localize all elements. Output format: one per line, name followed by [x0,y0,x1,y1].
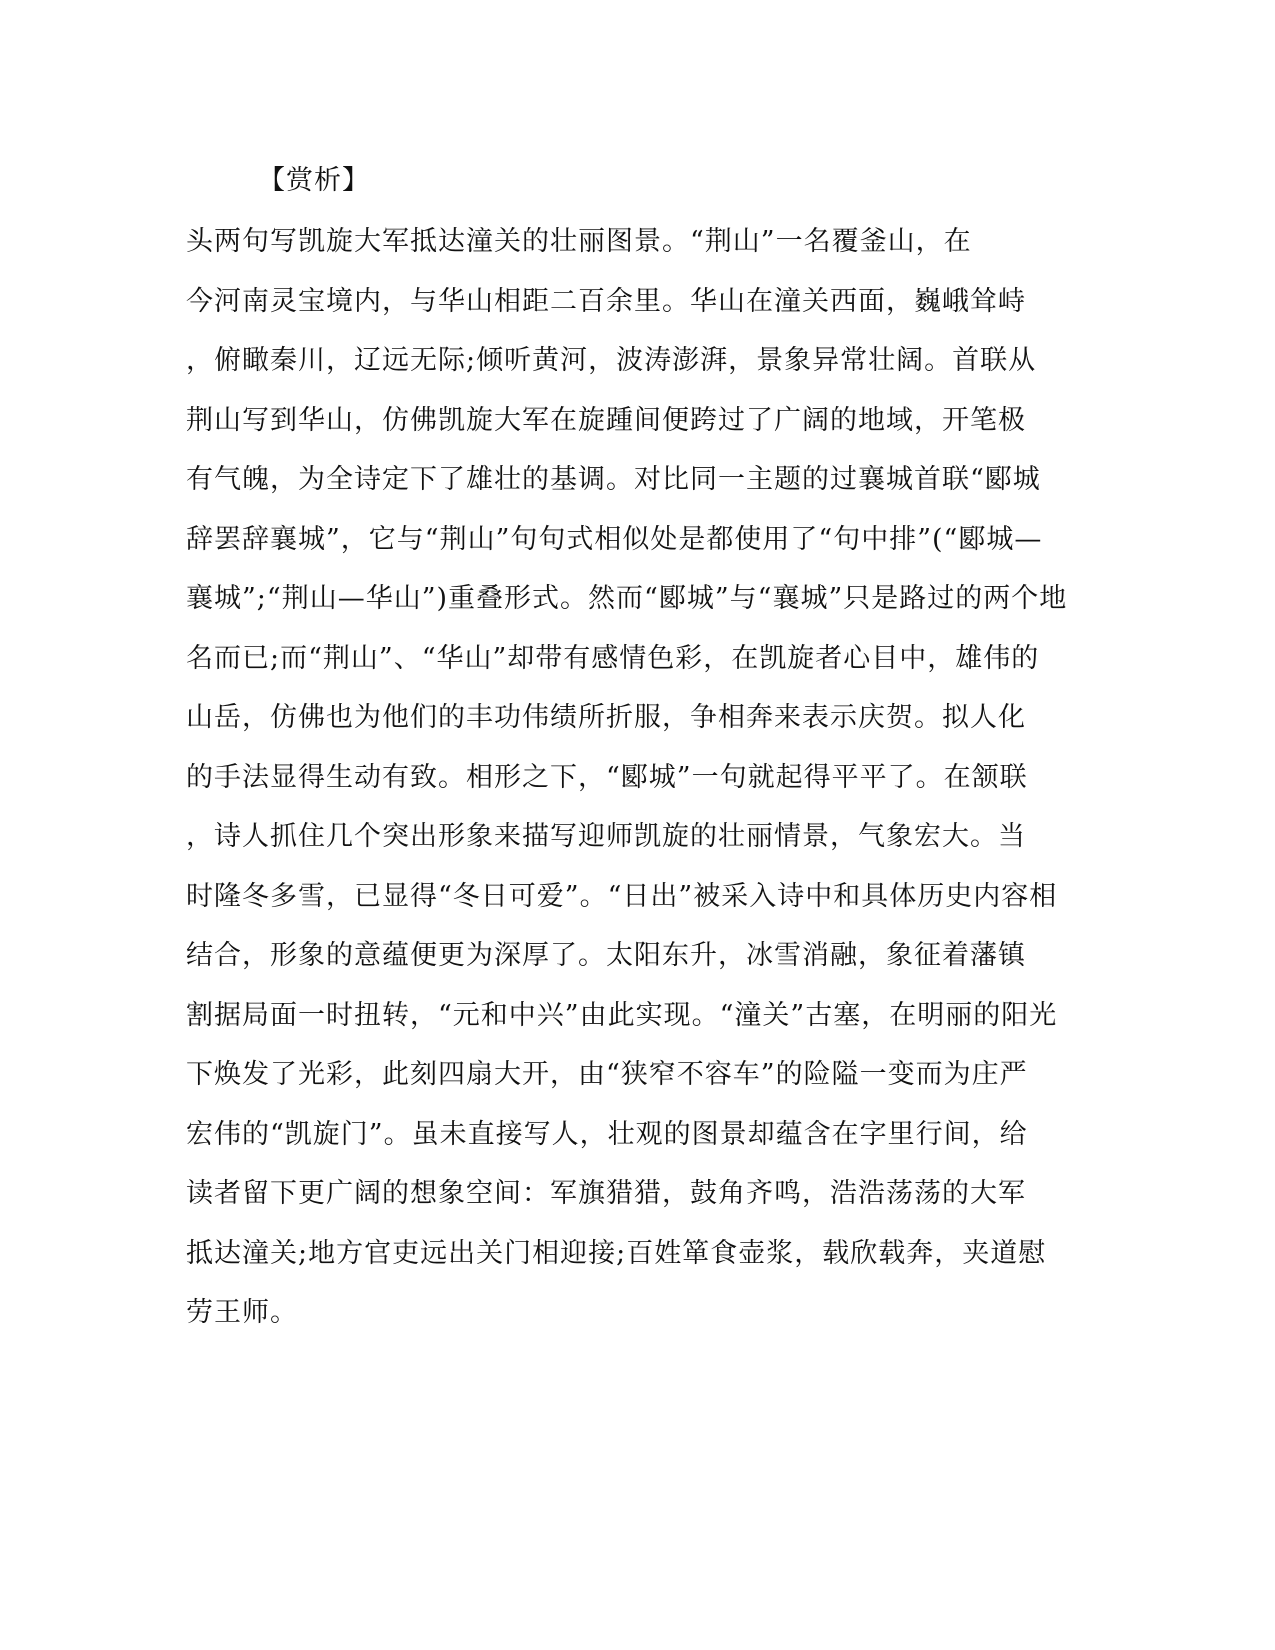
paragraph-line: 时隆冬多雪，已显得“冬日可爱”。“日出”被采入诗中和具体历史内容相 [186,880,1058,912]
paragraph-line: 有气魄，为全诗定下了雄壮的基调。对比同一主题的过襄城首联“郾城 [186,464,1041,495]
paragraph-line: 劳王师。 [186,1297,298,1328]
analysis-paragraph [186,222,1066,1353]
paragraph-line: 宏伟的“凯旋门”。虽未直接写人，壮观的图景却蕴含在字里行间，给 [186,1118,1028,1150]
paragraph-line: 下焕发了光彩，此刻四扇大开，由“狭窄不容车”的险隘一变而为庄严 [186,1059,1028,1090]
paragraph-line: 割据局面一时扭转，“元和中兴”由此实现。“潼关”古塞，在明丽的阳光 [186,999,1058,1031]
paragraph-line: 的手法显得生动有致。相形之下，“郾城”一句就起得平平了。在颔联 [186,761,1028,793]
section-heading: 【赏析】 [258,165,370,196]
paragraph-line: 辞罢辞襄城”，它与“荆山”句句式相似处是都使用了“句中排”(“郾城— [186,523,1043,555]
paragraph-line: 今河南灵宝境内，与华山相距二百余里。华山在潼关西面，巍峨耸峙 [186,285,1026,317]
paragraph-line: ，俯瞰秦川，辽远无际;倾听黄河，波涛澎湃，景象异常壮阔。首联从 [186,345,1037,376]
paragraph-line: 结合，形象的意蕴便更为深厚了。太阳东升，冰雪消融，象征着藩镇 [186,940,1026,971]
paragraph-line: 荆山写到华山，仿佛凯旋大军在旋踵间便跨过了广阔的地域，开笔极 [186,404,1026,436]
paragraph-line: ，诗人抓住几个突出形象来描写迎师凯旋的壮丽情景，气象宏大。当 [186,821,1026,852]
paragraph-line: 读者留下更广阔的想象空间：军旗猎猎，鼓角齐鸣，浩浩荡荡的大军 [186,1178,1026,1209]
paragraph-line: 头两句写凯旋大军抵达潼关的壮丽图景。“荆山”一名覆釜山，在 [186,226,972,257]
paragraph-line: 抵达潼关;地方官吏远出关门相迎接;百姓箪食壶浆，载欣载奔，夹道慰 [186,1237,1047,1269]
paragraph-line: 名而已;而“荆山”、“华山”却带有感情色彩，在凯旋者心目中，雄伟的 [186,642,1040,674]
paragraph-line: 山岳，仿佛也为他们的丰功伟绩所折服，争相奔来表示庆贺。拟人化 [186,702,1026,733]
paragraph-line: 襄城”;“荆山—华山”)重叠形式。然而“郾城”与“襄城”只是路过的两个地 [186,583,1068,614]
